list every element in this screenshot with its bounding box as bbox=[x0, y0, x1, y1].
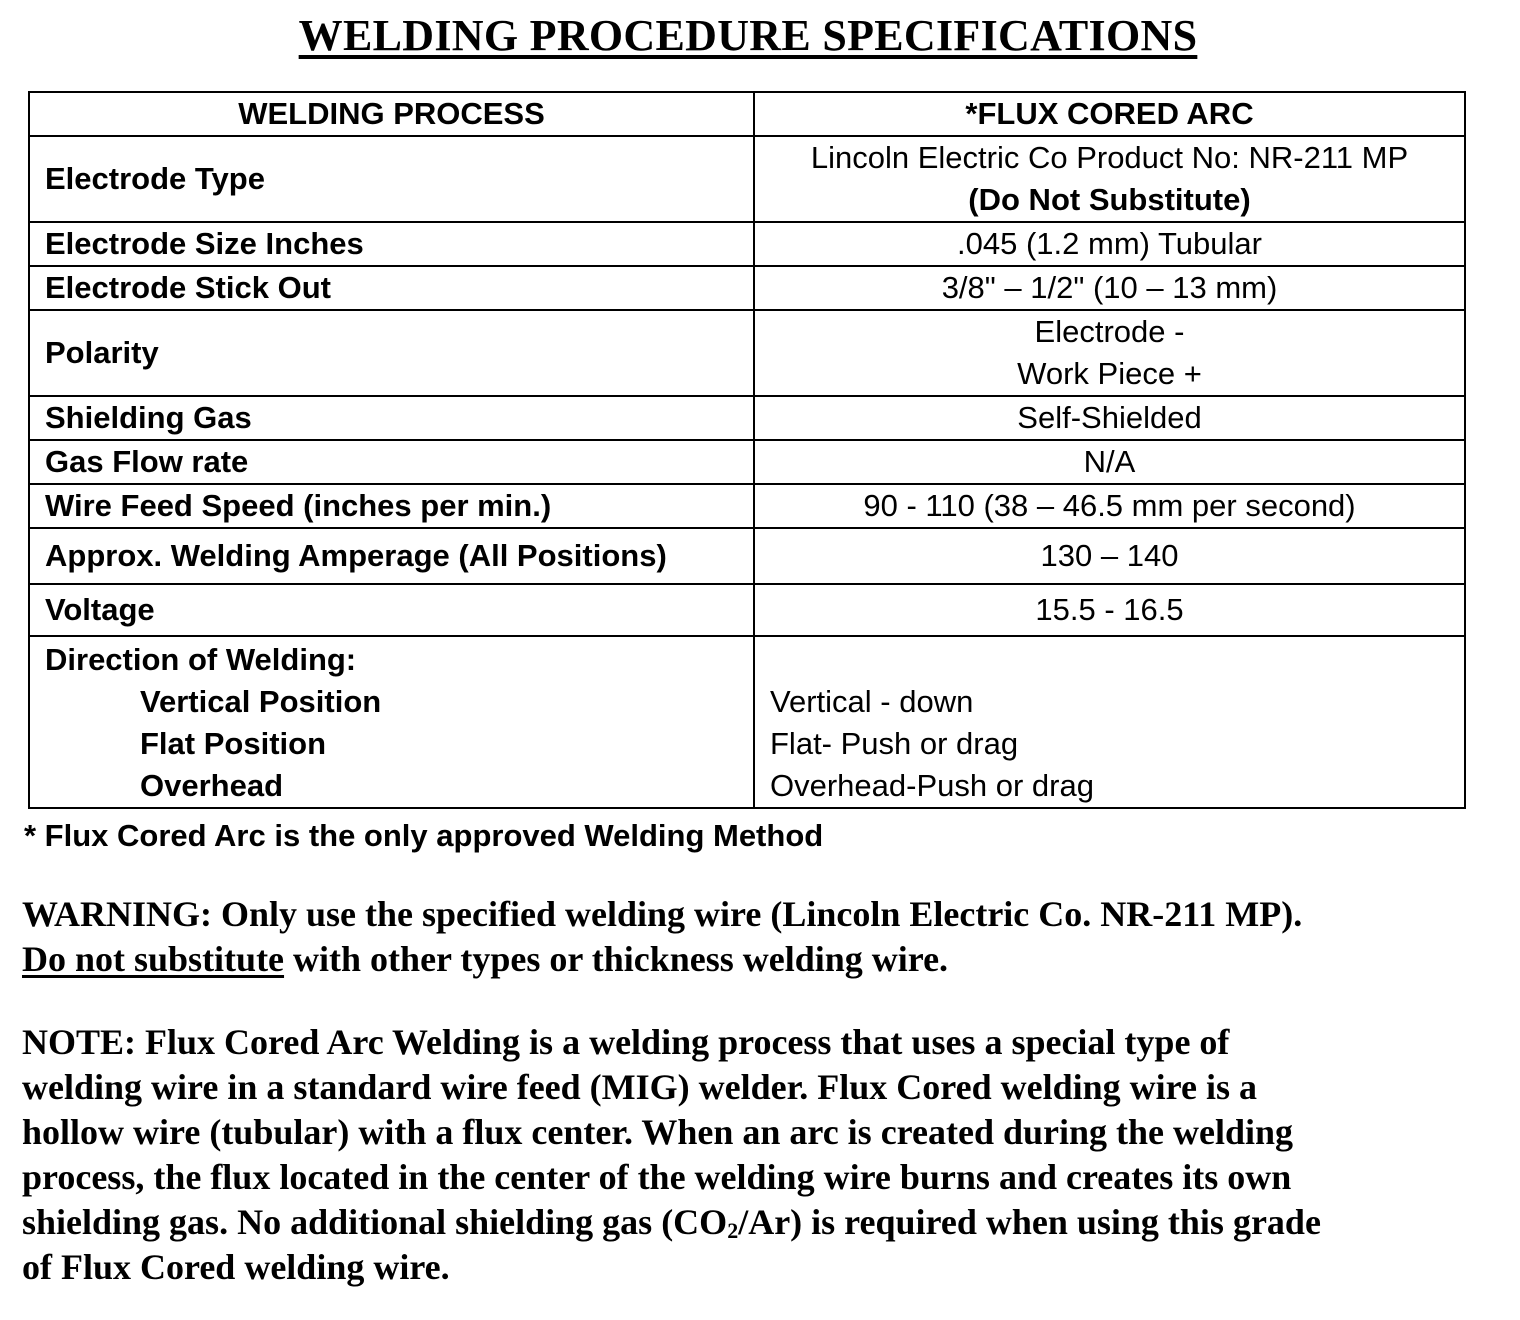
table-row bbox=[29, 396, 1465, 440]
electrode-product: Lincoln Electric Co Product No: NR-211 MP bbox=[810, 140, 1409, 175]
electrode-size-label: Electrode Size Inches bbox=[29, 222, 754, 266]
polarity-workpiece: Work Piece + bbox=[1017, 356, 1202, 391]
header-value: *FLUX CORED ARC bbox=[754, 92, 1465, 136]
table-row bbox=[29, 310, 1465, 396]
note-paragraph bbox=[22, 1020, 1492, 1290]
voltage-label: Voltage bbox=[29, 584, 754, 636]
table-row bbox=[29, 440, 1465, 484]
amperage-value: 130 – 140 bbox=[754, 528, 1465, 584]
co2-subscript: 2 bbox=[727, 1218, 739, 1243]
overhead-label: Overhead bbox=[140, 768, 284, 803]
note-line-5-before: shielding gas. No additional shielding gas (CO bbox=[22, 1202, 728, 1242]
warning-line-2 bbox=[22, 937, 1492, 982]
polarity-label: Polarity bbox=[29, 310, 754, 396]
wire-feed-value: 90 - 110 (38 – 46.5 mm per second) bbox=[754, 484, 1465, 528]
flat-position-value: Flat- Push or drag bbox=[770, 726, 1019, 761]
flat-position-label: Flat Position bbox=[140, 726, 326, 761]
amperage-label: Approx. Welding Amperage (All Positions) bbox=[29, 528, 754, 584]
electrode-size-value: .045 (1.2 mm) Tubular bbox=[754, 222, 1465, 266]
table-row bbox=[29, 484, 1465, 528]
warning-line-2-rest: with other types or thickness welding wire. bbox=[284, 939, 949, 979]
direction-label-cell bbox=[29, 636, 754, 808]
footnote: * Flux Cored Arc is the only approved Welding Method bbox=[24, 818, 824, 853]
warning-line-1: WARNING: Only use the specified welding wire (Lincoln Electric Co. NR-211 MP). bbox=[22, 894, 1303, 934]
vertical-position-value: Vertical - down bbox=[770, 684, 974, 719]
warning-paragraph bbox=[22, 892, 1492, 982]
direction-value-cell bbox=[754, 636, 1465, 808]
table-row bbox=[29, 136, 1465, 222]
note-line-3: hollow wire (tubular) with a flux center. When an arc is created during the welding bbox=[22, 1112, 1294, 1152]
electrode-type-label: Electrode Type bbox=[29, 136, 754, 222]
table-row bbox=[29, 584, 1465, 636]
overhead-value: Overhead-Push or drag bbox=[770, 768, 1094, 803]
gas-flow-label: Gas Flow rate bbox=[29, 440, 754, 484]
table-row bbox=[29, 266, 1465, 310]
direction-label: Direction of Welding: bbox=[45, 642, 357, 677]
vertical-position-label: Vertical Position bbox=[140, 684, 382, 719]
do-not-substitute: (Do Not Substitute) bbox=[968, 182, 1251, 217]
electrode-type-value bbox=[754, 136, 1465, 222]
voltage-value: 15.5 - 16.5 bbox=[754, 584, 1465, 636]
header-label: WELDING PROCESS bbox=[29, 92, 754, 136]
page-title: WELDING PROCEDURE SPECIFICATIONS bbox=[298, 11, 1198, 60]
table-header-row bbox=[29, 92, 1465, 136]
wire-feed-label: Wire Feed Speed (inches per min.) bbox=[29, 484, 754, 528]
spec-table bbox=[28, 91, 1466, 809]
note-line-6: of Flux Cored welding wire. bbox=[22, 1247, 450, 1287]
do-not-substitute-emphasis: Do not substitute bbox=[22, 939, 285, 979]
table-row bbox=[29, 528, 1465, 584]
polarity-electrode: Electrode - bbox=[1034, 314, 1185, 349]
note-line-4: process, the flux located in the center of the welding wire burns and creates its own bbox=[22, 1157, 1292, 1197]
note-line-1: NOTE: Flux Cored Arc Welding is a welding process that uses a special type of bbox=[22, 1022, 1230, 1062]
stick-out-label: Electrode Stick Out bbox=[29, 266, 754, 310]
shielding-gas-value: Self-Shielded bbox=[754, 396, 1465, 440]
table-row bbox=[29, 636, 1465, 808]
table-row bbox=[29, 222, 1465, 266]
gas-flow-value: N/A bbox=[754, 440, 1465, 484]
note-line-2: welding wire in a standard wire feed (MIG) welder. Flux Cored welding wire is a bbox=[22, 1067, 1257, 1107]
shielding-gas-label: Shielding Gas bbox=[29, 396, 754, 440]
polarity-value bbox=[754, 310, 1465, 396]
note-line-5 bbox=[22, 1200, 1492, 1245]
note-line-5-after: /Ar) is required when using this grade bbox=[738, 1202, 1321, 1242]
stick-out-value: 3/8" – 1/2" (10 – 13 mm) bbox=[754, 266, 1465, 310]
